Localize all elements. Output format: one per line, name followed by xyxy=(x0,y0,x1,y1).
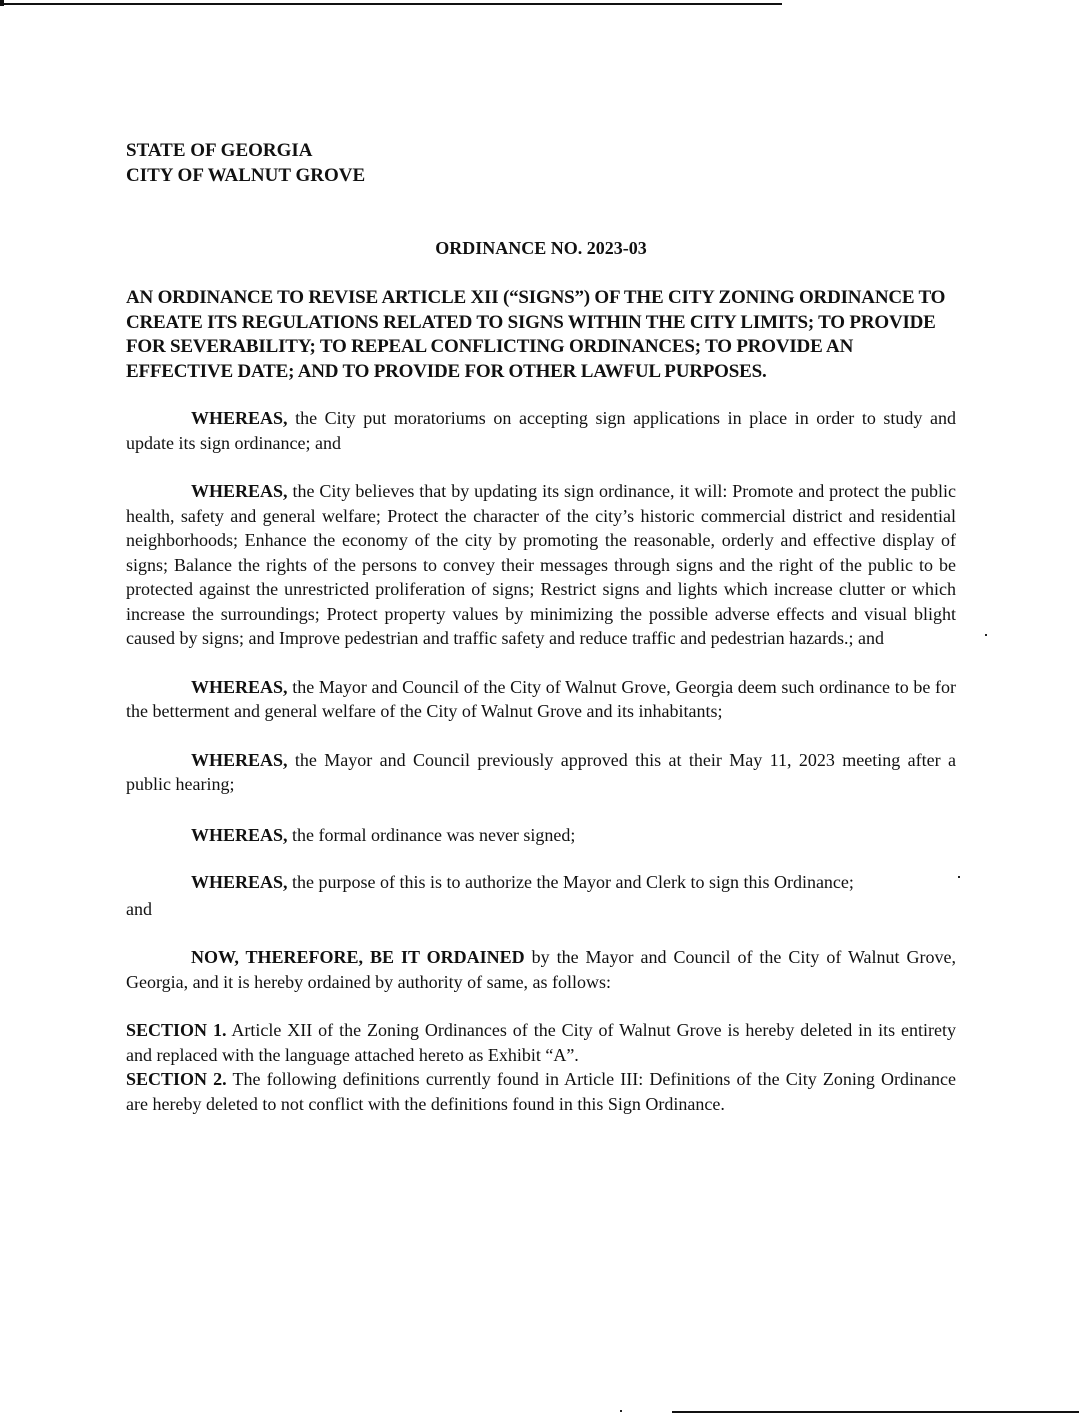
whereas-text: the formal ordinance was never signed; xyxy=(287,824,576,845)
ordained-clause xyxy=(126,945,956,994)
whereas-text: the purpose of this is to authorize the Mayor and Clerk to sign this Ordinance; xyxy=(287,872,854,892)
whereas-clause xyxy=(126,823,956,848)
whereas-clause xyxy=(126,479,956,651)
section-text: Article XII of the Zoning Ordinances of the City of Walnut Grove is hereby deleted in its entirety and replaced with the language attached hereto as Exhibit “A”. xyxy=(126,1020,957,1065)
section-label: SECTION 2. xyxy=(126,1069,227,1089)
whereas-continuation: and xyxy=(126,898,152,919)
ordinance-title: AN ORDINANCE TO REVISE ARTICLE XII (“SIGNS”) OF THE CITY ZONING ORDINANCE TO CREATE ITS REGULATIONS RELATED TO SIGNS WITHIN THE CITY LIMITS; TO PROVIDE FOR SEVERABILITY; TO REPEAL CONFLICTING ORDINANCES; TO PROVIDE AN EFFECTIVE DATE; AND TO PROVIDE FOR OTHER LAWFUL PURPOSES. xyxy=(126,287,946,382)
section-1 xyxy=(126,1018,956,1067)
whereas-text: the City believes that by updating its sign ordinance, it will: Promote and protect the public health, safety and general welfare; Protect the character of the city’s historic commercial district and residential neighborhoods; Enhance the economy of the city by promoting the reasonable, orderly and effective display of signs; Balance the rights of the persons to convey their messages through signs and the right of the public to be protected against the unrestricted proliferation of signs; Restrict signs and lights which increase clutter or which increase the surroundings; Protect property values by minimizing the possible adverse effects and visual blight caused by signs; and Improve pedestrian and traffic safety and reduce traffic and pedestrian hazards.; and xyxy=(126,481,956,648)
whereas-lead: WHEREAS, xyxy=(191,749,288,770)
whereas-lead: WHEREAS, xyxy=(191,408,288,428)
whereas-clause xyxy=(126,748,956,797)
scan-artifact-dot xyxy=(620,1410,622,1412)
scan-artifact-dot xyxy=(958,876,960,878)
whereas-text: the Mayor and Council previously approved this at their May 11, 2023 meeting after a public hearing; xyxy=(126,749,956,794)
whereas-clause xyxy=(126,870,956,895)
scan-artifact-dot xyxy=(985,634,987,636)
scan-artifact-top-line xyxy=(2,3,782,5)
ordinance-number xyxy=(126,236,956,260)
section-2 xyxy=(126,1067,956,1116)
ordained-text: by the Mayor and Council of the City of Walnut Grove, Georgia, and it is hereby ordained by authority of same, as follows: xyxy=(126,947,956,992)
section-text: The following definitions currently found in Article III: Definitions of the City Zoning Ordinance are hereby deleted to not conflict with the definitions found in this Sign Ordinance. xyxy=(126,1069,956,1114)
header-city: CITY OF WALNUT GROVE xyxy=(126,165,366,186)
whereas-lead: WHEREAS, xyxy=(191,872,288,892)
ordained-lead: NOW, THEREFORE, BE IT ORDAINED xyxy=(191,947,525,967)
whereas-clause xyxy=(126,675,956,724)
document-page xyxy=(126,138,956,1116)
whereas-text: the City put moratoriums on accepting sign applications in place in order to study and update its sign ordinance; and xyxy=(126,408,956,453)
whereas-lead: WHEREAS, xyxy=(191,481,288,501)
whereas-clause xyxy=(126,406,956,455)
section-label: SECTION 1. xyxy=(126,1020,227,1040)
whereas-text: the Mayor and Council of the City of Walnut Grove, Georgia deem such ordinance to be for the betterment and general welfare of the City of Walnut Grove and its inhabitants; xyxy=(126,676,956,721)
whereas-lead: WHEREAS, xyxy=(191,676,288,697)
ordinance-number-text: ORDINANCE NO. 2023-03 xyxy=(435,238,647,258)
header-state: STATE OF GEORGIA xyxy=(126,140,313,161)
whereas-lead: WHEREAS, xyxy=(191,824,288,845)
